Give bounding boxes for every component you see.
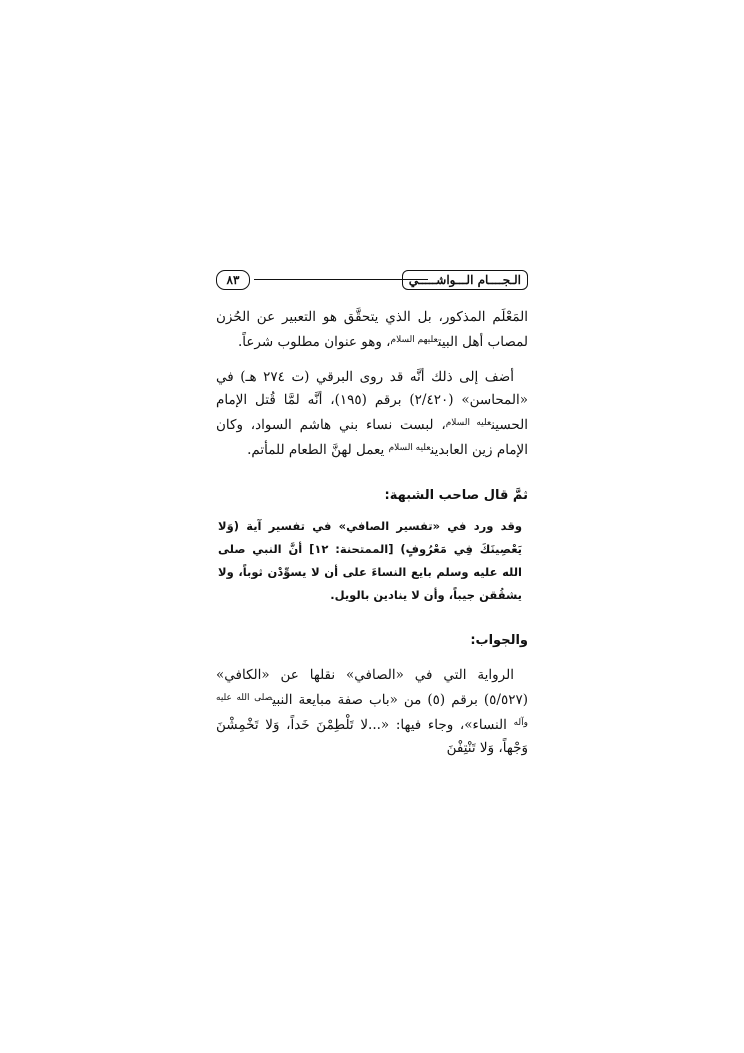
paragraph-3-end: النساء»، وجاء فيها: «...لا تَلْطِمْنَ خَداً، وَلا تَخْمِشْنَ وَجْهاً، وَلا تَنْتِفْنَ: [216, 717, 528, 756]
paragraph-1-text: المَعْلَم المذكور، بل الذي يتحقَّق هو التعبير عن الحُزن لمصاب أهل البيت: [216, 309, 528, 350]
header-rule: [254, 279, 428, 280]
page-number: ٨٣: [216, 270, 250, 290]
paragraph-2: [216, 366, 528, 462]
honorific-mark: عليه السلام: [445, 418, 492, 428]
running-header: [216, 268, 528, 292]
honorific-mark: صلى الله عليه وآله: [216, 693, 528, 728]
section-heading-objection: ثمَّ قال صاحب الشبهة:: [384, 488, 528, 503]
paragraph-3: [216, 664, 528, 760]
paragraph-1-end: ، وهو عنوان مطلوب شرعاً.: [237, 334, 391, 350]
honorific-mark: عليه السلام: [388, 443, 431, 453]
paragraph-2-text: أضف إلى ذلك أنَّه قد روى البرقي (ت ٢٧٤ هـ) في «المحاسن» (٢/٤٢٠) برقم (١٩٥)، أنَّه لمَّا قُتل الإمام الحسين: [216, 369, 528, 433]
honorific-mark: عليهم السلام: [390, 335, 438, 345]
running-title: الـجــــام الـــواشـــــي: [402, 270, 528, 290]
paragraph-3-text: الرواية التي في «الصافي» نقلها عن «الكافي» (٥/٥٢٧) برقم (٥) من «باب صفة مبايعة النبي: [216, 667, 528, 708]
book-page: [216, 268, 528, 760]
quoted-objection: وقد ورد في «تفسير الصافي» في تفسير آية (وَلا يَعْصِينَكَ فِي مَعْرُوفٍ) [الممتحنة: ١٢] أنَّ النبي صلى الله عليه وسلم بايع النساءَ على أن لا يسوِّدْن ثوباً، ولا يشقُقن جيباً، وأن لا ينادين بالويل.: [218, 519, 523, 602]
section-heading-answer: والجواب:: [470, 633, 528, 648]
paragraph-2-mid: ، لبست نساء بني هاشم السواد، وكان الإمام زين العابدين: [216, 417, 528, 458]
paragraph-2-end: يعمل لهنَّ الطعام للمأتم.: [247, 442, 389, 458]
paragraph-1: [216, 306, 528, 354]
